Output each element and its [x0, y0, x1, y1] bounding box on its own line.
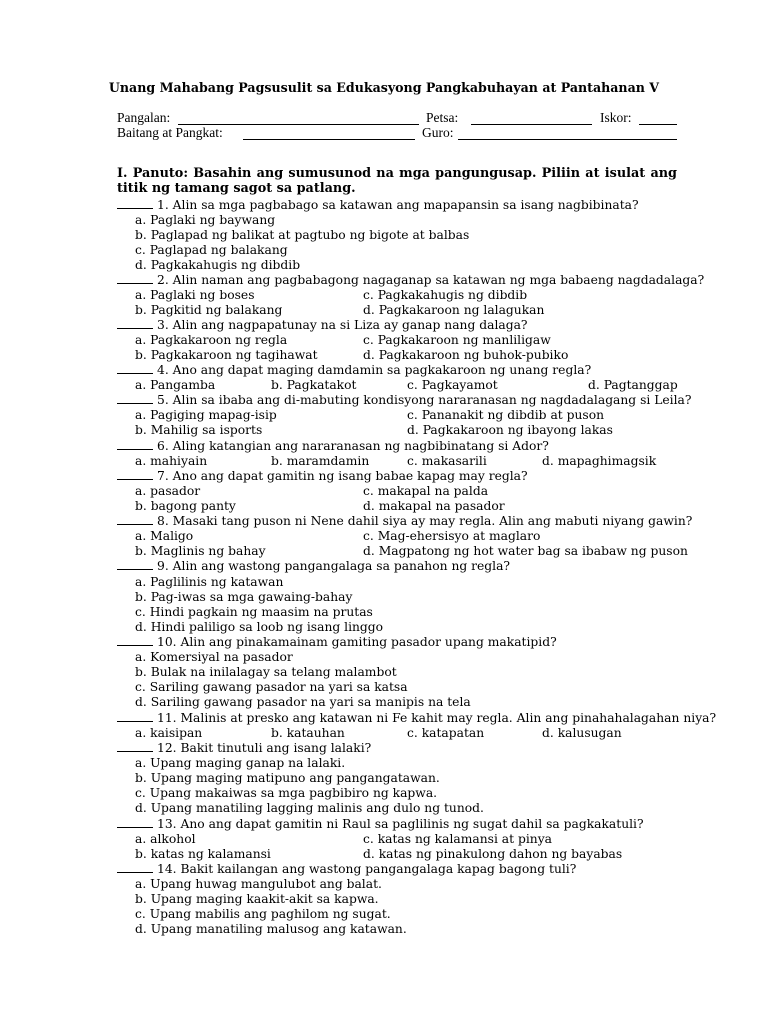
option: c. katapatan: [407, 726, 485, 740]
option: b. bagong panty: [135, 499, 236, 513]
option: a. Paglilinis ng katawan: [135, 575, 284, 589]
option: b. Pagkatakot: [271, 378, 357, 392]
score-field[interactable]: [639, 124, 677, 125]
option: a. Pangamba: [135, 378, 216, 392]
option: a. Komersiyal na pasador: [135, 650, 293, 664]
option: a. kaisipan: [135, 726, 203, 740]
answer-blank[interactable]: [117, 273, 153, 284]
answer-blank[interactable]: [117, 393, 153, 404]
question-11: 11. Malinis at presko ang katawan ni Fe kahit may regla. Alin ang pinahahalagahan niya?: [117, 711, 716, 726]
option: b. Pag-iwas sa mga gawaing-bahay: [135, 590, 353, 604]
question-10: 10. Alin ang pinakamainam gamiting pasador upang makatipid?: [117, 635, 557, 650]
question-6: 6. Aling katangian ang nararanasan ng nagbibinatang si Ador?: [117, 439, 549, 454]
option: b. Pagkakaroon ng tagihawat: [135, 348, 318, 362]
option: c. Mag-ehersisyo at maglaro: [363, 529, 541, 543]
question-1: 1. Alin sa mga pagbabago sa katawan ang mapapansin sa isang nagbibinata?: [117, 198, 639, 213]
option: c. katas ng kalamansi at pinya: [363, 832, 552, 846]
option: d. Sariling gawang pasador na yari sa manipis na tela: [135, 695, 471, 709]
instructions: I. Panuto: Basahin ang sumusunod na mga pangungusap. Piliin at isulat ang titik ng tamang sagot sa patlang.: [117, 166, 677, 196]
option: a. Upang maging ganap na lalaki.: [135, 756, 346, 770]
option: d. mapaghimagsik: [542, 454, 657, 468]
option: a. Pagiging mapag-isip: [135, 408, 277, 422]
question-2: 2. Alin naman ang pagbabagong nagaganap sa katawan ng mga babaeng nagdadalaga?: [117, 273, 704, 288]
exam-title: Unang Mahabang Pagsusulit sa Edukasyong Pangkabuhayan at Pantahanan V: [108, 80, 660, 95]
question-14: 14. Bakit kailangan ang wastong pangangalaga kapag bagong tuli?: [117, 862, 576, 877]
answer-blank[interactable]: [117, 469, 153, 480]
answer-blank[interactable]: [117, 198, 153, 209]
question-12: 12. Bakit tinutuli ang isang lalaki?: [117, 741, 371, 756]
option: d. Pagkakaroon ng buhok-pubiko: [363, 348, 569, 362]
option: a. pasador: [135, 484, 201, 498]
answer-blank[interactable]: [117, 862, 153, 873]
answer-blank[interactable]: [117, 363, 153, 374]
option: d. kalusugan: [542, 726, 622, 740]
teacher-field[interactable]: [458, 139, 677, 140]
option: c. Upang mabilis ang paghilom ng sugat.: [135, 907, 391, 921]
option: c. Sariling gawang pasador na yari sa katsa: [135, 680, 408, 694]
option: c. Pagkakahugis ng dibdib: [363, 288, 528, 302]
option: b. Maglinis ng bahay: [135, 544, 266, 558]
answer-blank[interactable]: [117, 711, 153, 722]
option: c. Pagkayamot: [407, 378, 498, 392]
option: c. makasarili: [407, 454, 487, 468]
name-label: Pangalan:: [117, 110, 171, 125]
date-label: Petsa:: [426, 110, 459, 125]
answer-blank[interactable]: [117, 817, 153, 828]
grade-label: Baitang at Pangkat:: [117, 125, 223, 140]
option: b. Bulak na inilalagay sa telang malambot: [135, 665, 397, 679]
option: d. makapal na pasador: [363, 499, 505, 513]
option: b. Paglapad ng balikat at pagtubo ng bigote at balbas: [135, 228, 470, 242]
option: b. Upang maging matipuno ang pangangatawan.: [135, 771, 440, 785]
answer-blank[interactable]: [117, 514, 153, 525]
option: d. Pagkakahugis ng dibdib: [135, 258, 301, 272]
answer-blank[interactable]: [117, 439, 153, 450]
option: a. Paglaki ng baywang: [135, 213, 276, 227]
option: a. Paglaki ng boses: [135, 288, 255, 302]
option: b. katas ng kalamansi: [135, 847, 271, 861]
score-label: Iskor:: [600, 110, 632, 125]
question-3: 3. Alin ang nagpapatunay na si Liza ay ganap nang dalaga?: [117, 318, 528, 333]
option: d. Hindi paliligo sa loob ng isang linggo: [135, 620, 384, 634]
option: c. makapal na palda: [363, 484, 489, 498]
option: c. Pagkakaroon ng manliligaw: [363, 333, 551, 347]
option: a. Maligo: [135, 529, 194, 543]
option: d. Pagkakaroon ng ibayong lakas: [407, 423, 613, 437]
option: d. Pagtanggap: [588, 378, 678, 392]
option: b. Mahilig sa isports: [135, 423, 263, 437]
question-8: 8. Masaki tang puson ni Nene dahil siya ay may regla. Alin ang mabuti niyang gawin?: [117, 514, 692, 529]
option: a. mahiyain: [135, 454, 208, 468]
answer-blank[interactable]: [117, 318, 153, 329]
option: d. Upang manatiling malusog ang katawan.: [135, 922, 407, 936]
question-9: 9. Alin ang wastong pangangalaga sa panahon ng regla?: [117, 559, 510, 574]
answer-blank[interactable]: [117, 635, 153, 646]
question-4: 4. Ano ang dapat maging damdamin sa pagkakaroon ng unang regla?: [117, 363, 591, 378]
answer-blank[interactable]: [117, 741, 153, 752]
option: d. Magpatong ng hot water bag sa ibabaw ng puson: [363, 544, 688, 558]
grade-field[interactable]: [243, 139, 415, 140]
option: b. maramdamin: [271, 454, 370, 468]
option: b. Upang maging kaakit-akit sa kapwa.: [135, 892, 379, 906]
option: d. katas ng pinakulong dahon ng bayabas: [363, 847, 623, 861]
option: c. Paglapad ng balakang: [135, 243, 288, 257]
option: a. Upang huwag mangulubot ang balat.: [135, 877, 382, 891]
option: a. alkohol: [135, 832, 196, 846]
option: c. Hindi pagkain ng maasim na prutas: [135, 605, 373, 619]
question-7: 7. Ano ang dapat gamitin ng isang babae kapag may regla?: [117, 469, 528, 484]
option: a. Pagkakaroon ng regla: [135, 333, 288, 347]
option: b. Pagkitid ng balakang: [135, 303, 283, 317]
option: c. Upang makaiwas sa mga pagbibiro ng kapwa.: [135, 786, 438, 800]
teacher-label: Guro:: [422, 125, 454, 140]
date-field[interactable]: [471, 124, 592, 125]
option: d. Upang manatiling lagging malinis ang dulo ng tunod.: [135, 801, 484, 815]
question-13: 13. Ano ang dapat gamitin ni Raul sa paglilinis ng sugat dahil sa pagkakatuli?: [117, 817, 644, 832]
option: c. Pananakit ng dibdib at puson: [407, 408, 605, 422]
answer-blank[interactable]: [117, 559, 153, 570]
question-5: 5. Alin sa ibaba ang di-mabuting kondisyong nararanasan ng nagdadalagang si Leila?: [117, 393, 691, 408]
option: d. Pagkakaroon ng lalagukan: [363, 303, 545, 317]
option: b. katauhan: [271, 726, 345, 740]
